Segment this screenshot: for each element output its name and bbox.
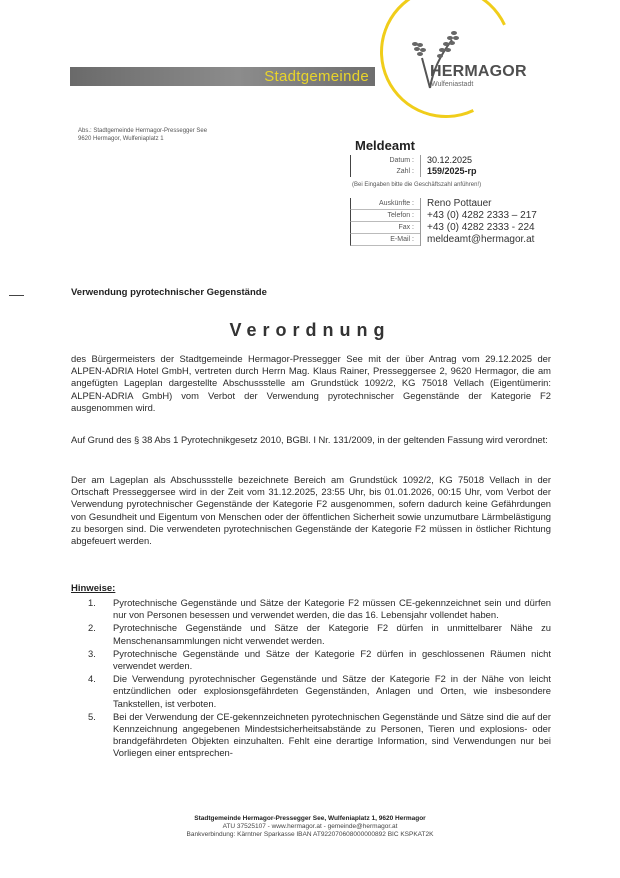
note-text: Die Verwendung pyrotechnischer Gegenstände und Sätze der Kategorie F2 in der Nähe von leicht entzündlichen oder explosionsgefährdeten Gegenständen, Anlagen und Orten, wie insbesondere Tankstellen, ist verboten. [113, 673, 551, 709]
header-banner [70, 67, 375, 86]
contact-person-label: Auskünfte : [350, 198, 420, 210]
footer-contact: ATU 37525107 - www.hermagor.at - gemeinde@hermagor.at [222, 823, 398, 830]
reference-value: 159/2025-rp [420, 166, 477, 177]
sender-line-1: Abs.: Stadtgemeinde Hermagor-Pressegger See [78, 128, 208, 134]
fax-label: Fax : [350, 222, 420, 234]
date-value: 30.12.2025 [420, 155, 472, 166]
contact-block [350, 198, 537, 246]
office-name: Meldeamt [355, 138, 415, 153]
paragraph-preamble: des Bürgermeisters der Stadtgemeinde Hermagor-Pressegger See mit der über Antrag vom 29.12.2025 der ALPEN-ADRIA Hotel GmbH, vertreten durch Herrn Mag. Klaus Rainer, Presseggersee 2, 9620 Hermagor, die am angefügten Lageplan dargestellte Abschussstelle am Grundstück 1092/2, KG 75018 Vellach (Eigentümerin: ALPEN-ADRIA GmbH) vom Verbot der Verwendung pyrotechnischer Gegenstände der Kategorie F2 ausgenommen wird. [71, 353, 551, 413]
note-number: 5. [88, 710, 96, 722]
note-text: Bei der Verwendung der CE-gekennzeichneten pyrotechnischen Gegenstände und Sätze sind die auf der Kennzeichnung angegebenen Mindestsicherheitsabstände zu Personen, Tieren und explosions- oder brandgefährdeten Objekten einzuhalten. Fehlt eine derartige Information, sind Verwendungen nur bei Vorliegen einer entsprechen- [113, 710, 551, 759]
note-number: 1. [88, 597, 96, 608]
note-number: 2. [88, 622, 96, 634]
fax-value: +43 (0) 4282 2333 - 224 [420, 222, 535, 234]
note-text: Pyrotechnische Gegenstände und Sätze der Kategorie F2 dürfen in unmittelbarer Nähe zu Menschenansammlungen nicht verwendet werden. [113, 622, 551, 646]
logo-subtitle: Wulfeniastadt [431, 81, 474, 88]
fold-mark [9, 295, 24, 296]
contact-row [350, 234, 537, 246]
phone-label: Telefon : [350, 210, 420, 222]
document-title: Verordnung [229, 320, 391, 340]
reference-label: Zahl : [350, 166, 420, 177]
note-text: Pyrotechnische Gegenstände und Sätze der Kategorie F2 dürfen in geschlossenen Räumen nicht verwendet werden. [113, 647, 551, 672]
footer-bank: Bankverbindung: Kärntner Sparkasse IBAN AT922070608000000892 BIC KSPKAT2K [186, 831, 434, 838]
note-number: 3. [88, 647, 96, 659]
reference-note: (Bei Eingaben bitte die Geschäftszahl anführen!) [352, 182, 482, 188]
notes-list [88, 597, 551, 761]
date-label: Datum : [350, 155, 420, 166]
sender-line-2: 9620 Hermagor, Wulfeniaplatz 1 [78, 136, 164, 142]
logo-title: HERMAGOR [430, 63, 527, 80]
contact-row [350, 210, 537, 222]
contact-row [350, 222, 537, 234]
reference-block [350, 155, 550, 177]
note-text: Pyrotechnische Gegenstände und Sätze der Kategorie F2 müssen CE-gekennzeichnet sein und dürfen nur von Personen besessen und verwendet werden, die das 16. Lebensjahr vollendet haben. [113, 597, 551, 621]
sender-address [78, 127, 207, 143]
note-item [88, 597, 551, 621]
email-value: meldeamt@hermagor.at [420, 234, 534, 246]
footer-address: Stadtgemeinde Hermagor-Pressegger See, Wulfeniaplatz 1, 9620 Hermagor [194, 815, 426, 822]
note-item [88, 648, 551, 672]
notes-heading: Hinweise: [71, 583, 116, 594]
contact-person-value: Reno Pottauer [420, 198, 492, 210]
note-item [88, 673, 551, 710]
date-row [350, 155, 550, 166]
page-footer [0, 815, 620, 839]
paragraph-ordinance: Der am Lageplan als Abschussstelle bezeichnete Bereich am Grundstück 1092/2, KG 75018 Vellach in der Ortschaft Presseggersee wird in der Zeit vom 31.12.2025, 23:55 Uhr, bis 01.01.2026, 00:15 Uhr, vom Verbot der Verwendung pyrotechnischer Gegenstände der Kategorie F2 ausgenommen, sofern dadurch keine Gefährdungen von Gesundheit und Eigentum von Menschen oder der öffentlichen Sicherheit sowie unzumutbare Lärmbelästigung zu besorgen sind. Die verwendeten pyrotechnischen Gegenstände der Kategorie F2 müssen in östlicher Richtung abgefeuert werden. [71, 474, 551, 547]
paragraph-legal-basis: Auf Grund des § 38 Abs 1 Pyrotechnikgesetz 2010, BGBl. I Nr. 131/2009, in der geltenden Fassung wird verordnet: [71, 434, 548, 445]
note-item [88, 711, 551, 760]
note-item [88, 622, 551, 646]
contact-row [350, 198, 537, 210]
phone-value: +43 (0) 4282 2333 – 217 [420, 210, 537, 222]
banner-text: Stadtgemeinde [264, 68, 369, 85]
email-label: E-Mail : [350, 234, 420, 246]
note-number: 4. [88, 673, 96, 685]
subject-line: Verwendung pyrotechnischer Gegenstände [71, 287, 267, 298]
reference-row [350, 166, 550, 177]
